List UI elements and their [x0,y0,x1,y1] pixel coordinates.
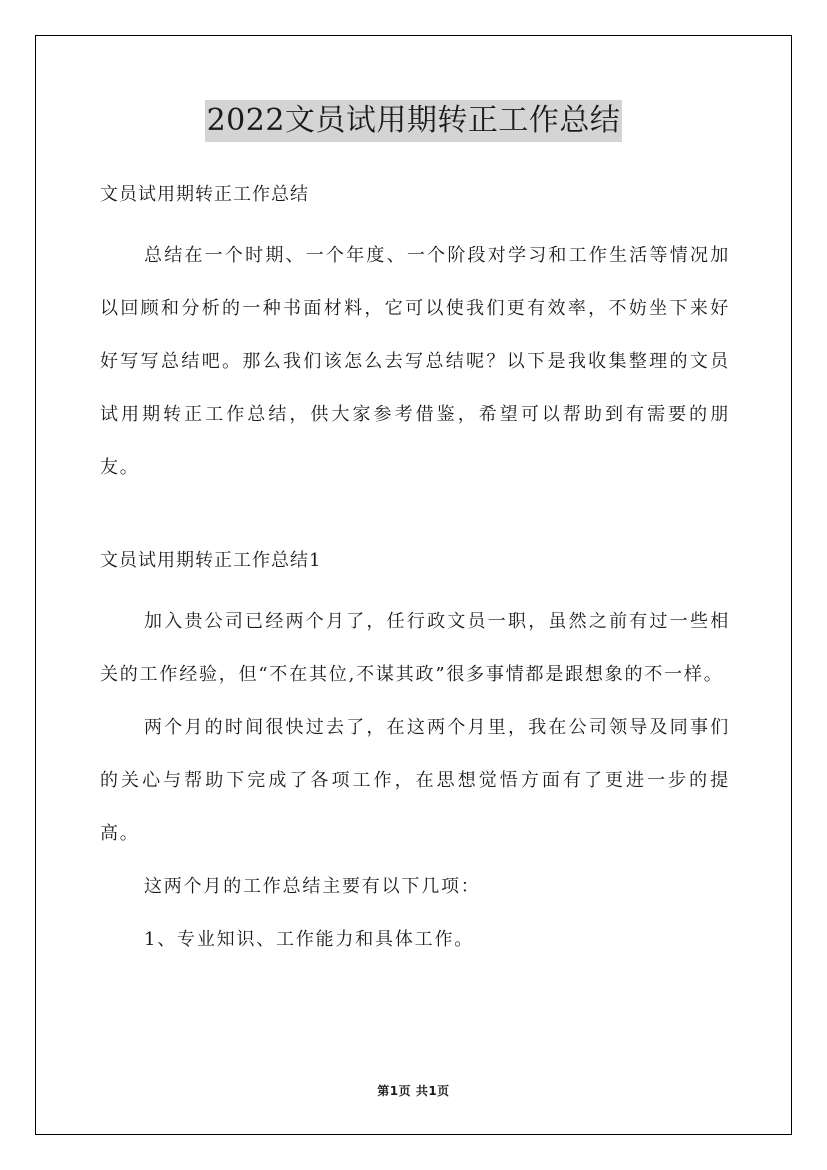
document-title-text: 2022文员试用期转正工作总结 [205,100,623,142]
section-heading: 文员试用期转正工作总结1 [100,550,322,571]
paragraph: 这两个月的工作总结主要有以下几项： [144,876,481,897]
list-item: 1、专业知识、工作能力和具体工作。 [144,929,475,950]
page-number: 第1页 共1页 [377,1084,450,1098]
intro-paragraph: 总结在一个时期、一个年度、一个阶段对学习和工作生活等情况加以回顾和分析的一种书面材料，它可以使我们更有效率，不妨坐下来好好写写总结吧。那么我们该怎么去写总结呢？以下是我收集整理的文员试用期转正工作总结，供大家参考借鉴，希望可以帮助到有需要的朋友。 [100,245,730,478]
paragraph: 加入贵公司已经两个月了，任行政文员一职，虽然之前有过一些相关的工作经验，但“不在其位,不谋其政”很多事情都是跟想象的不一样。 [100,611,730,685]
subheading: 文员试用期转正工作总结 [100,184,309,205]
paragraph: 两个月的时间很快过去了，在这两个月里，我在公司领导及同事们的关心与帮助下完成了各项工作，在思想觉悟方面有了更进一步的提高。 [100,717,730,844]
document-body [100,176,730,966]
document-title [0,100,827,142]
page-footer [0,1082,827,1100]
